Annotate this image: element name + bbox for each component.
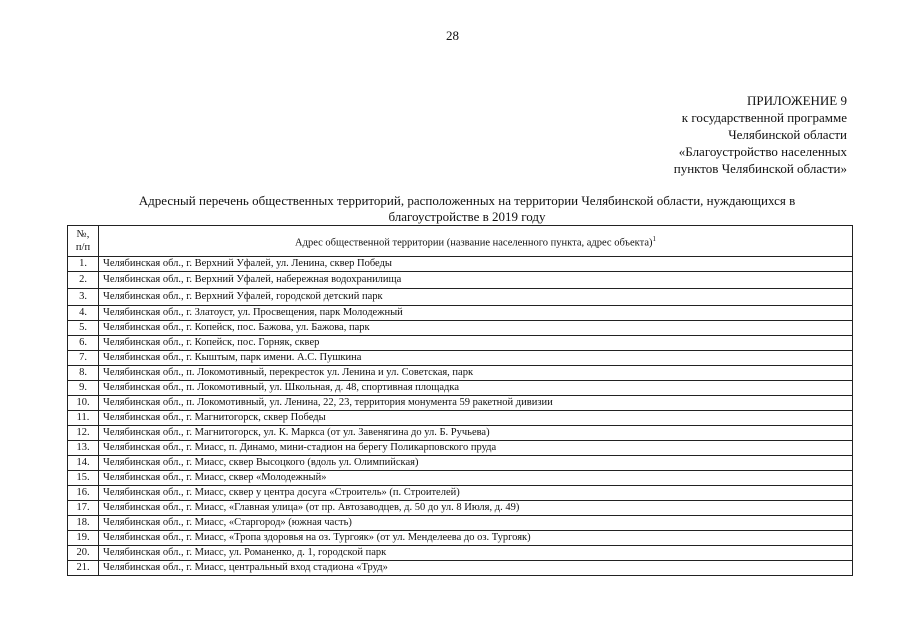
row-address: Челябинская обл., п. Локомотивный, ул. Школьная, д. 48, спортивная площадка xyxy=(99,381,853,396)
row-number: 4. xyxy=(68,306,99,321)
column-header-address-text: Адрес общественной территории (название населенного пункта, адрес объекта) xyxy=(295,237,653,249)
row-address: Челябинская обл., г. Верхний Уфалей, городской детский парк xyxy=(99,289,853,306)
document-title-line: Адресный перечень общественных территорий, расположенных на территории Челябинской области, нуждающихся в xyxy=(138,193,796,208)
row-number: 10. xyxy=(68,396,99,411)
row-number: 20. xyxy=(68,546,99,561)
table-row xyxy=(68,546,853,561)
row-address: Челябинская обл., г. Златоуст, ул. Просвещения, парк Молодежный xyxy=(99,306,853,321)
document-title xyxy=(62,193,872,225)
table-row xyxy=(68,257,853,272)
table-row xyxy=(68,366,853,381)
row-number: 21. xyxy=(68,561,99,576)
row-number: 12. xyxy=(68,426,99,441)
appendix-line: «Благоустройство населенных xyxy=(678,144,847,159)
footnote-mark: 1 xyxy=(652,234,656,243)
table-row xyxy=(68,516,853,531)
row-address: Челябинская обл., г. Магнитогорск, ул. К. Маркса (от ул. Завенягина до ул. Б. Ручьева) xyxy=(99,426,853,441)
table-row xyxy=(68,306,853,321)
row-address: Челябинская обл., г. Миасс, «Главная улица» (от пр. Автозаводцев, д. 50 до ул. 8 Июля, д. 49) xyxy=(99,501,853,516)
row-address: Челябинская обл., г. Миасс, сквер у центра досуга «Строитель» (п. Строителей) xyxy=(99,486,853,501)
table-row xyxy=(68,336,853,351)
row-address: Челябинская обл., г. Миасс, «Тропа здоровья на оз. Тургояк» (от ул. Менделеева до оз. Тургояк) xyxy=(99,531,853,546)
row-address: Челябинская обл., г. Миасс, п. Динамо, мини-стадион на берегу Поликарповского пруда xyxy=(99,441,853,456)
row-number: 7. xyxy=(68,351,99,366)
table-row xyxy=(68,471,853,486)
row-number: 6. xyxy=(68,336,99,351)
document-title-line: благоустройстве в 2019 году xyxy=(388,209,546,224)
table-row xyxy=(68,289,853,306)
row-address: Челябинская обл., г. Кыштым, парк имени. А.С. Пушкина xyxy=(99,351,853,366)
row-number: 9. xyxy=(68,381,99,396)
table-row xyxy=(68,411,853,426)
page-number: 28 xyxy=(446,28,459,43)
column-header-number-line: №, xyxy=(76,229,90,240)
appendix-heading: ПРИЛОЖЕНИЕ 9 xyxy=(747,93,847,108)
table-row xyxy=(68,456,853,471)
row-address: Челябинская обл., г. Верхний Уфалей, ул. Ленина, сквер Победы xyxy=(99,257,853,272)
table-row xyxy=(68,531,853,546)
table-row xyxy=(68,321,853,336)
table-row xyxy=(68,381,853,396)
row-address: Челябинская обл., г. Копейск, пос. Бажова, ул. Бажова, парк xyxy=(99,321,853,336)
row-number: 8. xyxy=(68,366,99,381)
column-header-number xyxy=(68,226,99,257)
table-row xyxy=(68,501,853,516)
row-number: 19. xyxy=(68,531,99,546)
table-row xyxy=(68,272,853,289)
table-row xyxy=(68,441,853,456)
row-number: 17. xyxy=(68,501,99,516)
appendix-line: Челябинской области xyxy=(728,127,847,142)
table-body xyxy=(68,257,853,576)
row-address: Челябинская обл., г. Магнитогорск, сквер Победы xyxy=(99,411,853,426)
row-address: Челябинская обл., п. Локомотивный, ул. Ленина, 22, 23, территория монумента 59 ракетной дивизии xyxy=(99,396,853,411)
column-header-number-line: п/п xyxy=(75,242,91,253)
row-number: 14. xyxy=(68,456,99,471)
table-row xyxy=(68,396,853,411)
address-table xyxy=(67,225,853,576)
row-number: 16. xyxy=(68,486,99,501)
appendix-line: к государственной программе xyxy=(681,110,847,125)
appendix-line: пунктов Челябинской области» xyxy=(673,161,847,176)
row-address: Челябинская обл., г. Верхний Уфалей, набережная водохранилища xyxy=(99,272,853,289)
row-number: 5. xyxy=(68,321,99,336)
row-address: Челябинская обл., г. Миасс, центральный вход стадиона «Труд» xyxy=(99,561,853,576)
row-number: 18. xyxy=(68,516,99,531)
appendix-block xyxy=(674,92,847,177)
table-row xyxy=(68,561,853,576)
row-address: Челябинская обл., г. Миасс, ул. Романенко, д. 1, городской парк xyxy=(99,546,853,561)
column-header-address xyxy=(99,226,853,257)
row-address: Челябинская обл., п. Локомотивный, перекресток ул. Ленина и ул. Советская, парк xyxy=(99,366,853,381)
row-number: 3. xyxy=(68,289,99,306)
row-address: Челябинская обл., г. Миасс, сквер Высоцкого (вдоль ул. Олимпийская) xyxy=(99,456,853,471)
row-number: 1. xyxy=(68,257,99,272)
row-number: 15. xyxy=(68,471,99,486)
row-address: Челябинская обл., г. Миасс, сквер «Молодежный» xyxy=(99,471,853,486)
table-row xyxy=(68,486,853,501)
row-address: Челябинская обл., г. Миасс, «Старгород» (южная часть) xyxy=(99,516,853,531)
row-number: 13. xyxy=(68,441,99,456)
table-row xyxy=(68,351,853,366)
row-number: 11. xyxy=(68,411,99,426)
table-header-row xyxy=(68,226,853,257)
row-number: 2. xyxy=(68,272,99,289)
row-address: Челябинская обл., г. Копейск, пос. Горняк, сквер xyxy=(99,336,853,351)
table-row xyxy=(68,426,853,441)
